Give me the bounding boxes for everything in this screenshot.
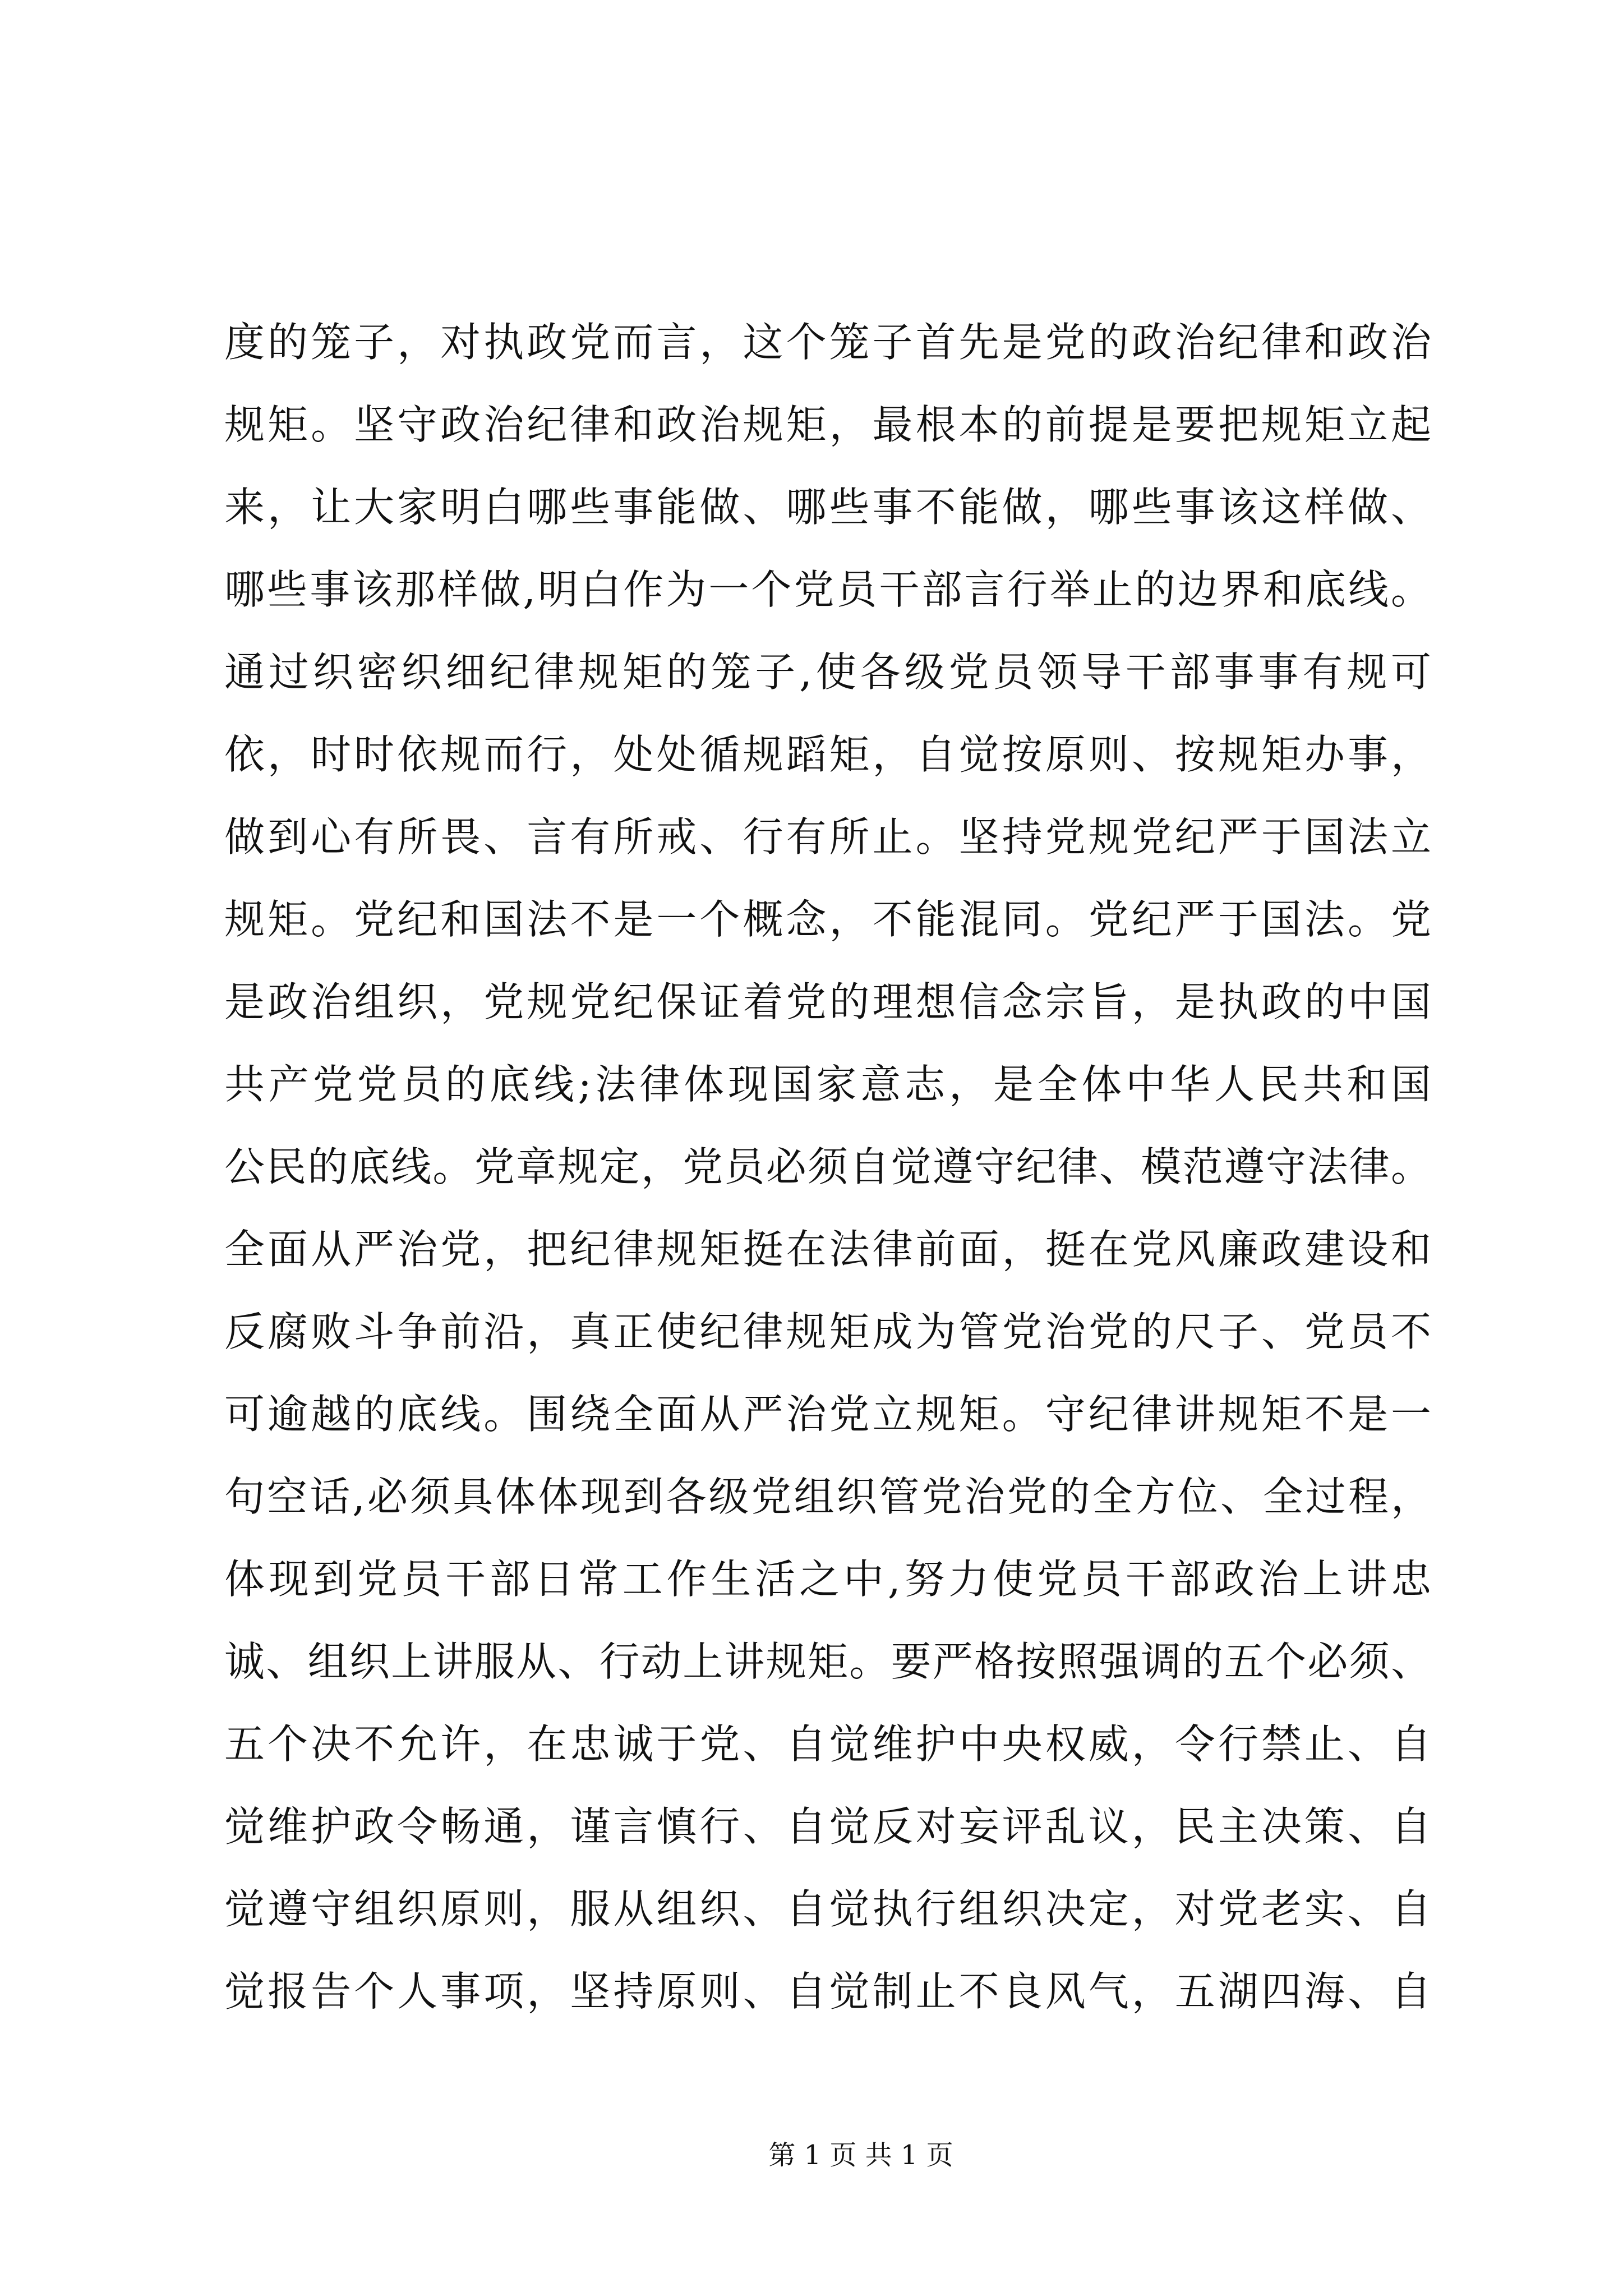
text-line: 做到心有所畏、言有所戒、行有所止。坚持党规党纪严于国法立 xyxy=(224,813,1431,861)
body-text xyxy=(224,301,1431,2033)
text-line: 诚、组织上讲服从、行动上讲规矩。要严格按照强调的五个必须、 xyxy=(224,1638,1431,1685)
text-line: 五个决不允许，在忠诚于党、自觉维护中央权威，令行禁止、自 xyxy=(224,1720,1431,1768)
text-line: 公民的底线。党章规定，党员必须自觉遵守纪律、模范遵守法律。 xyxy=(224,1143,1431,1190)
text-line: 觉报告个人事项，坚持原则、自觉制止不良风气，五湖四海、自 xyxy=(224,1968,1431,2015)
text-line: 规矩。坚守政治纪律和政治规矩，最根本的前提是要把规矩立起 xyxy=(224,401,1431,448)
text-line: 共产党党员的底线;法律体现国家意志，是全体中华人民共和国 xyxy=(224,1061,1431,1108)
text-line: 觉维护政令畅通，谨言慎行、自觉反对妄评乱议，民主决策、自 xyxy=(224,1803,1431,1850)
text-line: 觉遵守组织原则，服从组织、自觉执行组织决定，对党老实、自 xyxy=(224,1885,1431,1932)
text-line: 来，让大家明白哪些事能做、哪些事不能做，哪些事该这样做、 xyxy=(224,484,1431,531)
text-line: 规矩。党纪和国法不是一个概念，不能混同。党纪严于国法。党 xyxy=(224,896,1431,943)
text-line: 体现到党员干部日常工作生活之中,努力使党员干部政治上讲忠 xyxy=(224,1556,1431,1603)
text-line: 是政治组织，党规党纪保证着党的理想信念宗旨，是执政的中国 xyxy=(224,978,1431,1025)
text-line: 哪些事该那样做,明白作为一个党员干部言行举止的边界和底线。 xyxy=(224,566,1431,613)
text-line: 全面从严治党，把纪律规矩挺在法律前面，挺在党风廉政建设和 xyxy=(224,1226,1431,1273)
text-line: 句空话,必须具体体现到各级党组织管党治党的全方位、全过程， xyxy=(224,1473,1431,1520)
text-line: 反腐败斗争前沿，真正使纪律规矩成为管党治党的尺子、党员不 xyxy=(224,1308,1431,1355)
text-line: 度的笼子，对执政党而言，这个笼子首先是党的政治纪律和政治 xyxy=(224,319,1431,366)
text-line: 通过织密织细纪律规矩的笼子,使各级党员领导干部事事有规可 xyxy=(224,648,1431,696)
page-number-footer: 第 1 页 共 1 页 xyxy=(768,2139,953,2171)
text-line: 可逾越的底线。围绕全面从严治党立规矩。守纪律讲规矩不是一 xyxy=(224,1391,1431,1438)
text-line: 依，时时依规而行，处处循规蹈矩，自觉按原则、按规矩办事， xyxy=(224,731,1431,778)
